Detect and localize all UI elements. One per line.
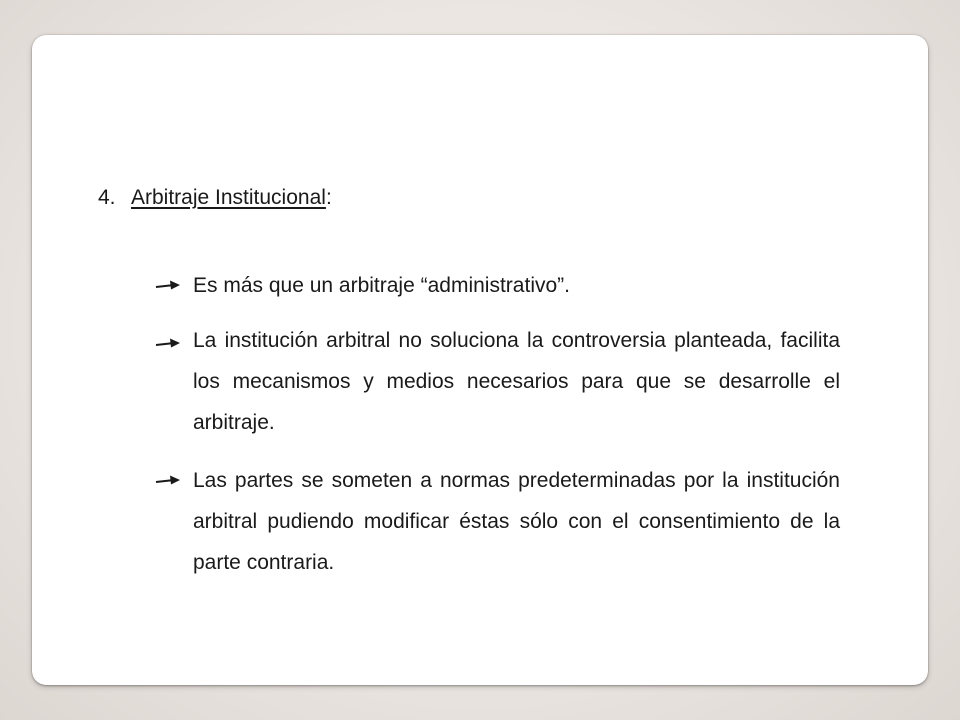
arrow-right-icon [155,474,181,486]
arrow-right-icon [155,337,181,349]
heading-number: 4. [98,186,116,209]
arrow-right-icon [155,279,181,291]
slide-heading [98,186,332,210]
bullet-item: La institución arbitral no soluciona la controversia planteada, facilita los mecanismos y medios necesarios para que se desarrolle el arbitraje. [193,329,840,434]
heading-title: Arbitraje Institucional [131,186,326,209]
bullet-item: Las partes se someten a normas predeterminadas por la institución arbitral pudiendo modificar éstas sólo con el consentimiento de la parte contraria. [193,469,840,574]
heading-suffix: : [325,186,332,209]
bullet-item: Es más que un arbitraje “administrativo”. [193,274,570,297]
